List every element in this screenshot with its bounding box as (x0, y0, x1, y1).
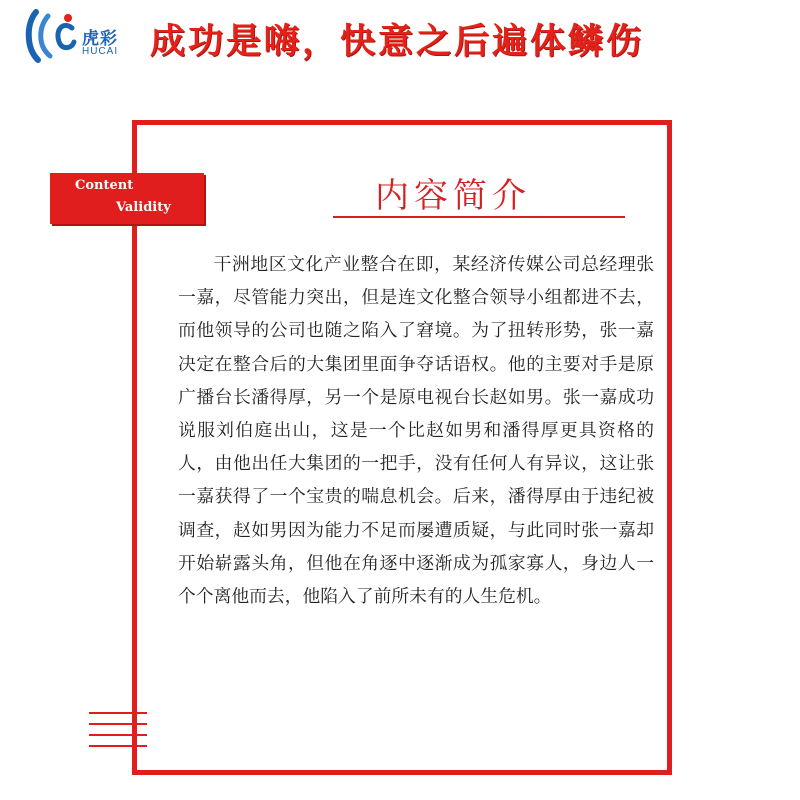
title-underline (333, 216, 625, 218)
decorative-line (89, 745, 147, 747)
decorative-line (89, 734, 147, 736)
section-title: 内容简介 (375, 176, 531, 216)
synopsis-text: 干洲地区文化产业整合在即，某经济传媒公司总经理张一嘉，尽管能力突出，但是连文化整合领导小组都进不去，而他领导的公司也随之陷入了窘境。为了扭转形势，张一嘉决定在整合后的大集团里面争夺话语权。他的主要对手是原广播台长潘得厚，另一个是原电视台长赵如男。张一嘉成功说服刘伯庭出山，这是一个比赵如男和潘得厚更具资格的人，由他出任大集团的一把手，没有任何人有异议，这让张一嘉获得了一个宝贵的喘息机会。后来，潘得厚由于违纪被调查，赵如男因为能力不足而屡遭质疑，与此同时张一嘉却开始崭露头角，但他在角逐中逐渐成为孤家寡人，身边人一个个离他而去，他陷入了前所未有的人生危机。 (178, 254, 654, 608)
logo-name-cn: 虎彩 (82, 29, 118, 49)
content-validity-tag (50, 173, 204, 224)
brand-logo (22, 6, 142, 66)
decorative-line (89, 723, 147, 725)
tag-line-2: Validity (116, 200, 171, 215)
page-headline: 成功是嗨，快意之后遍体鳞伤 (150, 22, 645, 62)
tag-line-1: Content (75, 178, 134, 193)
hucai-logo-icon (22, 6, 82, 66)
decorative-line (89, 712, 147, 714)
logo-name-en: HUCAI (82, 46, 119, 57)
